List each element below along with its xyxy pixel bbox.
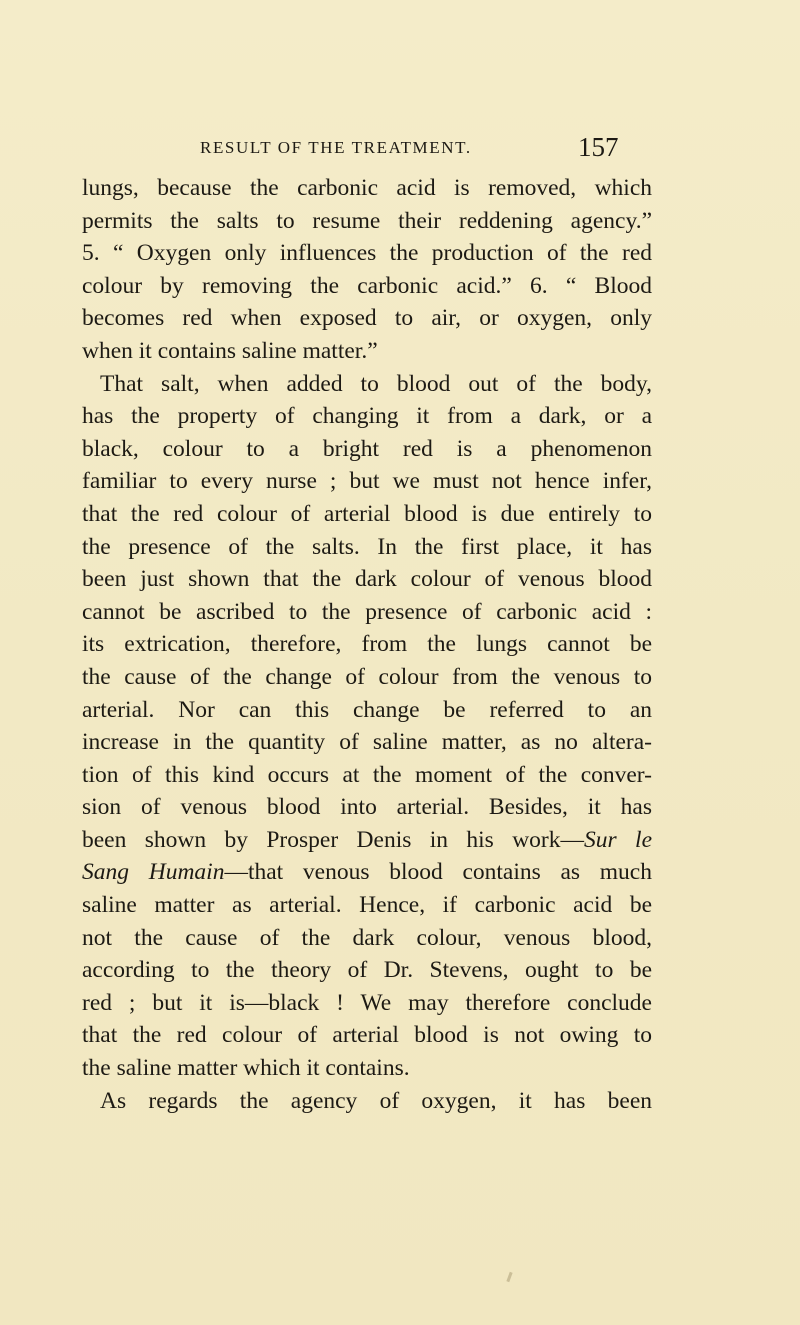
text-line <box>82 856 652 889</box>
text-line: the presence of the salts. In the first place, it has <box>82 533 652 560</box>
text-line: That salt, when added to blood out of the body, <box>100 370 652 397</box>
text-line: familiar to every nurse ; but we must not hence infer, <box>82 468 652 495</box>
text-line: 5. “ Oxygen only influences the production of the red <box>82 240 652 267</box>
text-line: sion of venous blood into arterial. Besides, it has <box>82 794 652 821</box>
text-line: been just shown that the dark colour of venous blood <box>82 566 652 593</box>
text-line: its extrication, therefore, from the lungs cannot be <box>82 631 652 658</box>
paper-speck <box>506 1272 512 1282</box>
text-line: when it contains saline matter.” <box>82 337 378 364</box>
text-line: not the cause of the dark colour, venous blood, <box>82 924 652 951</box>
text-line: the saline matter which it contains. <box>82 1055 410 1082</box>
text-line: lungs, because the carbonic acid is removed, which <box>82 175 652 201</box>
text-line: increase in the quantity of saline matter, as no altera- <box>82 729 652 756</box>
text-line: has the property of changing it from a dark, or a <box>82 403 652 430</box>
running-head: RESULT OF THE TREATMENT. <box>200 138 472 157</box>
text-line: that the red colour of arterial blood is due entirely to <box>82 500 652 527</box>
text-line: tion of this kind occurs at the moment of the conver- <box>82 761 652 788</box>
text-line: black, colour to a bright red is a phenomenon <box>82 435 652 462</box>
text-line: arterial. Nor can this change be referred to an <box>82 696 652 723</box>
text-line: according to the theory of Dr. Stevens, ought to be <box>82 957 652 984</box>
text-line: colour by removing the carbonic acid.” 6. “ Blood <box>82 272 652 299</box>
body-text <box>82 172 652 1117</box>
text-line: As regards the agency of oxygen, it has been <box>100 1087 652 1114</box>
page-number: 157 <box>578 132 619 162</box>
text-line: cannot be ascribed to the presence of carbonic acid : <box>82 598 652 625</box>
italic-title: Sang Humain <box>82 859 225 886</box>
text-line: saline matter as arterial. Hence, if carbonic acid be <box>82 892 652 919</box>
text-line <box>82 824 652 857</box>
text-segment: —that venous blood contains as much <box>224 859 652 886</box>
text-line: red ; but it is—black ! We may therefore conclude <box>82 989 652 1016</box>
italic-title: Sur le <box>584 826 652 853</box>
page-header <box>0 132 800 172</box>
text-line: permits the salts to resume their reddening agency.” <box>82 207 652 234</box>
text-line: becomes red when exposed to air, or oxygen, only <box>82 305 652 332</box>
text-line: the cause of the change of colour from the venous to <box>82 663 652 690</box>
text-line: that the red colour of arterial blood is not owing to <box>82 1022 652 1049</box>
text-segment: been shown by Prosper Denis in his work— <box>82 826 585 853</box>
